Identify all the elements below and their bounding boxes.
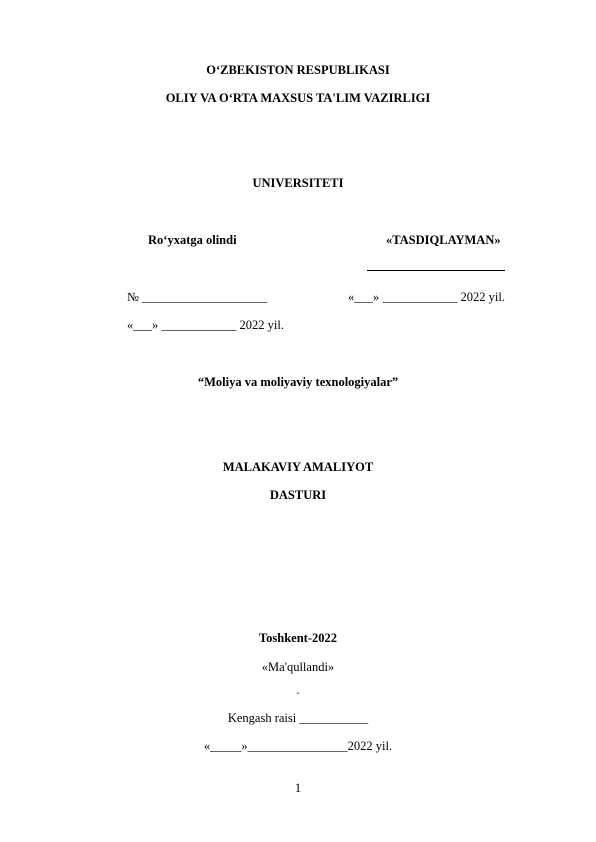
approval-date: «___» ____________ 2022 yil.	[348, 290, 505, 304]
university-heading: UNIVERSITETI	[252, 176, 344, 190]
registered-label: Ro‘yxatga olindi	[148, 233, 237, 247]
specialty-name: “Moliya va moliyaviy texnologiyalar”	[197, 375, 399, 389]
recommended-label: «Ma'qullandi»	[261, 660, 335, 674]
city-year: Toshkent-2022	[258, 631, 338, 645]
registration-date: «___» ____________ 2022 yil.	[127, 318, 284, 332]
document-subtitle: DASTURI	[269, 488, 327, 502]
signature-line	[367, 270, 505, 271]
document-title: MALAKAVIY AMALIYOT	[222, 460, 374, 474]
council-chair: Kengash raisi ___________	[227, 711, 369, 725]
council-date: «_____»________________2022 yil.	[203, 739, 393, 753]
registration-number: № ____________________	[127, 290, 268, 304]
republic-heading: O‘ZBEKISTON RESPUBLIKASI	[206, 63, 390, 77]
page-number: 1	[294, 781, 302, 795]
ministry-heading: OLIY VA O‘RTA MAXSUS TA'LIM VAZIRLIGI	[165, 91, 431, 105]
separator-dot: .	[296, 683, 300, 697]
approve-label: «TASDIQLAYMAN»	[386, 233, 501, 247]
